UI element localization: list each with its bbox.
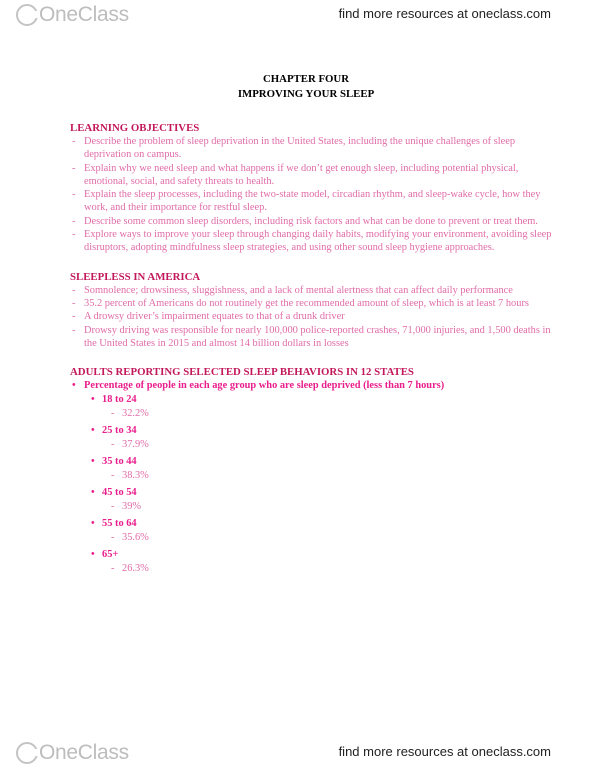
learning-objectives-section <box>58 121 558 255</box>
age-group-value: - 26.3% <box>111 562 558 576</box>
age-group-label: • 35 to 44 <box>91 455 558 469</box>
age-group-value: - 38.3% <box>111 469 558 483</box>
list-item: - Explain why we need sleep and what happens if we don’t get enough sleep, including potential physical, emotional, social, and safety threats to health. <box>70 162 558 189</box>
chapter-title: CHAPTER FOUR <box>262 73 350 85</box>
age-group-label: • 18 to 24 <box>91 393 558 407</box>
age-group-value: - 32.2% <box>111 407 558 421</box>
logo-text: OneClass <box>39 3 129 26</box>
list-item: - 35.2 percent of Americans do not routinely get the recommended amount of sleep, which is at least 7 hours <box>70 297 558 310</box>
sleepless-section <box>58 270 558 350</box>
age-group-subheading: • Percentage of people in each age group who are sleep deprived (less than 7 hours) <box>70 379 558 393</box>
page-footer <box>0 738 595 770</box>
logo-text: OneClass <box>39 741 129 764</box>
list-item: - Explore ways to improve your sleep through changing daily habits, modifying your environment, avoiding sleep disruptors, adopting mindfulness sleep strategies, and using other sound sleep hygiene approaches. <box>70 228 558 255</box>
oneclass-logo-icon <box>16 742 38 764</box>
list-item: - Drowsy driving was responsible for nearly 100,000 police-reported crashes, 71,000 injuries, and 1,500 deaths in the United States in 2015 and almost 14 billion dollars in losses <box>70 324 558 351</box>
age-group-label: • 45 to 54 <box>91 486 558 500</box>
oneclass-logo-icon <box>16 4 38 26</box>
age-group-value: - 37.9% <box>111 438 558 452</box>
resources-link[interactable]: find more resources at oneclass.com <box>338 744 551 759</box>
age-group-label: • 55 to 64 <box>91 517 558 531</box>
oneclass-logo[interactable] <box>16 3 129 27</box>
list-item: - A drowsy driver’s impairment equates to that of a drunk driver <box>70 310 558 323</box>
document-body <box>58 72 558 591</box>
page-header <box>0 0 595 32</box>
objectives-list <box>70 135 558 255</box>
chapter-subtitle: IMPROVING YOUR SLEEP <box>237 88 375 100</box>
oneclass-logo[interactable] <box>16 741 129 765</box>
adults-sleep-section <box>58 365 558 576</box>
sleepless-list <box>70 284 558 350</box>
section-heading: ADULTS REPORTING SELECTED SLEEP BEHAVIORS IN 12 STATES <box>70 366 414 379</box>
list-item: - Describe the problem of sleep deprivation in the United States, including the unique challenges of sleep deprivation on campus. <box>70 135 558 162</box>
section-heading: LEARNING OBJECTIVES <box>70 122 200 134</box>
age-group-label: • 25 to 34 <box>91 424 558 438</box>
list-item: - Somnolence; drowsiness, sluggishness, and a lack of mental alertness that can affect daily performance <box>70 284 558 297</box>
list-item: - Describe some common sleep disorders, including risk factors and what can be done to prevent or treat them. <box>70 215 558 228</box>
section-heading: SLEEPLESS IN AMERICA <box>70 270 201 283</box>
resources-link[interactable]: find more resources at oneclass.com <box>338 6 551 21</box>
age-group-label: • 65+ <box>91 548 558 562</box>
age-group-value: - 35.6% <box>111 531 558 545</box>
age-group-value: - 39% <box>111 500 558 514</box>
list-item: - Explain the sleep processes, including the two-state model, circadian rhythm, and sleep-wake cycle, how they work, and their importance for restful sleep. <box>70 188 558 215</box>
